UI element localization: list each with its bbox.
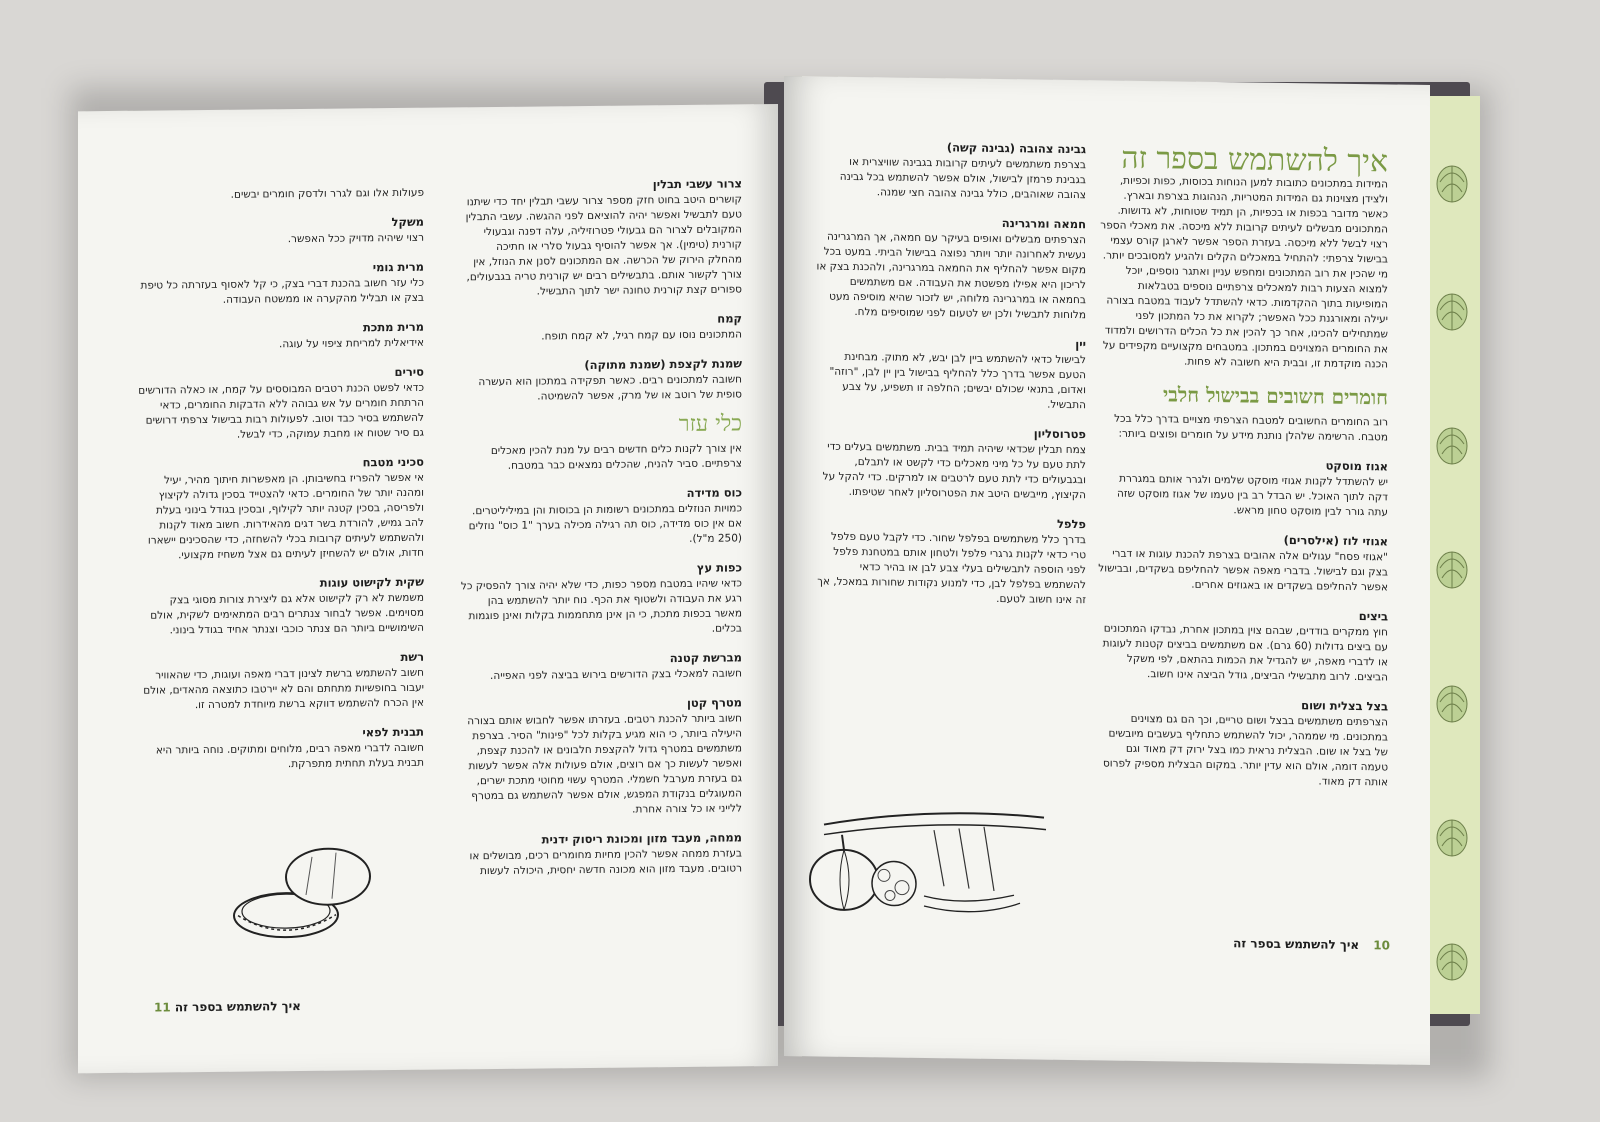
entry	[1098, 530, 1388, 595]
entry	[816, 423, 1086, 503]
entry	[138, 575, 424, 639]
entry-text: בצרפת משתמשים לעיתים קרובות בגבינה שוויצרית או בגבינת פרמזן לבישול, אולם אפשר להשתמש בכל גבינה צהובה שאוהבים, כולל גבינה צהובה חצי שמנה.	[839, 155, 1086, 202]
entry-heading: כפות עץ	[696, 560, 742, 575]
entry	[138, 260, 424, 309]
intro-text: המידות במתכונים כתובות למען הנוחות בכוסות, כפות וכפיות, ולצידן מצוינות גם המידות המטריות, הנהוגות בצרפת ובארץ. כאשר מדובר בכפות או בכפיות, הן תמיד שטוחות, לא גדושות. המתכונים מבשלים לעיתים קרובות ללא מיכסה. את מאכלי הספר רצוי לבשל ללא מיכסה. בעזרת הספר אפשר לארגן קורס עצמי בבישול צרפתי: להתחיל במאכלים הקלים ולהגיע למסובכים יותר. מי שהכין את רוב המתכונים ומחפש עניין ואתגר נוספים, יוכל למצוא הצעות רבות למאכלים צרפתיים נוספים בטבלאות המופיעות בתוך ההקדמות. כדאי להשתדל לעבוד במטבח בצורה יעילה ומאורגנת ככל האפשר; לקרוא את כל המתכון לפני שמתחילים להכינו, אחר כך להכין את כל הכלים הדרושים ולמדוד את החומרים המצוינים במתכון. במטבחים מקצועיים מקפידים על הכנה מוקדמת זו, ובבית היא חשובה לא פחות.	[1100, 174, 1388, 371]
page-title: איך להשתמש בספר זה	[1121, 140, 1388, 180]
entry-text: קושרים היטב בחוט חזק מספר צרור עשבי תבלין יחד כדי שיתנו טעם לתבשיל ואפשר יהיה להוציאם לפני ההגשה. עשבי התבלין המקובלים לצרור הם גבעולי פטרוזיליה, עלה דפנה וגבעולי קורנית (טימין). אך אפשר להוסיף גבעול סלרי או חתיכה מהחלק הירוק של הכרשה. אם המתכונים לסנן את הנוזל, אין צורך לקשור אותם. בתבשילים רבים יש קורנית טריה בגבעולים, ספורים קצת קורנית טחונה ישר לתוך התבשיל.	[465, 193, 742, 298]
page-number: 11	[154, 1000, 171, 1015]
left-page	[78, 104, 778, 1073]
entry	[1098, 455, 1388, 520]
right-page-column-left	[816, 138, 1086, 622]
entry-text: בעזרת ממחה אפשר להכין מחיות מחומרים רכים, מבושלים או רטובים. מעבד מזון הוא מכונה חדשה יחסית, היכולה לעשות	[469, 847, 742, 878]
right-page-column-right	[1098, 140, 1388, 804]
entry-text: אין צורך לקנות כלים חדשים רבים על מנת להכין מאכלים צרפתיים. סביר להניח, שהכלים נמצאים כבר במטבח.	[490, 442, 742, 472]
entry-heading: שמנת לקצפת (שמנת מתוקה)	[584, 356, 742, 373]
page-footer	[1233, 936, 1390, 952]
entry-heading: סכיני מטבח	[362, 454, 424, 470]
entry	[138, 650, 424, 714]
entry	[816, 138, 1086, 203]
entry-heading: מרית מתכת	[362, 319, 424, 335]
entry-heading: חמאה ומרגרינה	[1001, 216, 1086, 232]
entry-heading: רשת	[400, 649, 424, 664]
entry-heading: משקל	[391, 214, 424, 230]
artichoke-icon	[1432, 932, 1472, 984]
entry-heading: פטרוסליון	[1033, 426, 1086, 442]
artichoke-icon	[1432, 416, 1472, 468]
entry-text: כמויות הנוזלים במתכונים רשומות הן בכוסות והן במיליליטרים. אם אין כוס מדידה, כוס תה רגילה מכילה בערך "1 כוס" נוזלים (250 מ"ל).	[468, 502, 742, 545]
entry-text: פעולות אלו וגם לגרר ולדסק חומרים יבשים.	[230, 186, 424, 201]
entry-text: כדאי לפשט הכנת רטבים המבוססים על קמח, או כאלה הדורשים הרתחת חומרים על אש גבוהה ללא הדבקות החומרים, כדאי להשתמש בסיר כבד וטוב. לפעולות רבות בבישול צרפתי דרושים גם סיר שטוח או מחבת עמוקה, כדי לבשל.	[138, 381, 424, 441]
entry-heading: אגוז מוסקט	[1325, 458, 1388, 474]
entry	[460, 311, 742, 345]
artichoke-icon	[1432, 154, 1472, 206]
page-number: 10	[1373, 938, 1390, 953]
entry-text: חשוב להשתמש ברשת לצינון דברי מאפה ועוגות, כדי שהאוויר יעבור בחופשיות מתחתם והם לא יירטבו כתוצאה מהאדים, אולם אין הכרח להשתמש דווקא ברשת מיוחדת למטרה זו.	[143, 666, 424, 712]
entry-text: המתכונים נוסו עם קמח רגיל, לא קמח תופח.	[541, 328, 742, 343]
pie-tin-illustration	[228, 836, 378, 948]
section-subtitle: חומרים חשובים בבישול חלבי	[1163, 382, 1388, 410]
entry-text: כלי עזר חשוב בהכנת דברי בצק, כי קל לאסוף בעזרתה כל טיפת בצק או תבליל מהקערה או ממשטח העבודה.	[140, 276, 424, 306]
entry	[460, 485, 742, 549]
section-title: כלי עזר	[678, 411, 742, 438]
entry-text: משמשת לא רק לקישוט אלא גם ליצירת צורות מסוגי בצק מסוימים. אפשר לבחור צנתרים רבים המתאימים לשקית, אולם השימושיים ביותר הם צנתר כוכבי וצנתר אחיד בגודל בינוני.	[150, 591, 424, 637]
entry	[460, 356, 742, 405]
entry-heading: מברשת קטנה	[669, 650, 742, 666]
entry-heading: יין	[1075, 337, 1086, 352]
entry	[138, 186, 424, 204]
entry	[460, 650, 742, 684]
artichoke-icon	[1432, 282, 1472, 334]
entry-text: "אגוזי פסח" עגולים אלה אהובים בצרפת להכנת עוגות או דברי בצק וגם לבישול. בדברי מאפה אפשר להחליפם בשקדים, ובבישול אפשר להחליפם בשקדים או באגוזים אחרים.	[1098, 547, 1388, 594]
entry-heading: קמח	[717, 311, 742, 326]
entry-text: בדרך כלל משתמשים בפלפל שחור. כדי לקבל טעם פלפל טרי כדאי לקנות גרגרי פלפל ולטחון אותם במטחנת פלפל לפני הוספה לתבשילים בעלי צבע לבן או בהיר כדאי להשתמש בפלפל לבן, כדי למנוע נקודות שחורות במאכל, אך זה אינו חשוב לטעם.	[817, 530, 1086, 607]
entry-heading: סירים	[394, 364, 424, 380]
entry	[138, 455, 424, 564]
left-page-column-left	[138, 186, 424, 788]
entry-heading: אגוזי לוז (אילסרים)	[1283, 532, 1388, 549]
entry-heading: שקית לקישוט עוגות	[319, 574, 424, 590]
entry	[460, 441, 742, 474]
right-page	[784, 76, 1430, 1065]
vegetables-illustration	[784, 794, 1054, 948]
section-intro: רוב החומרים החשובים למטבח הצרפתי מצויים בדרך כלל בכל מטבח. הרשימה שלהלן נותנת מידע על חומרים ופוצים ביותר:	[1114, 412, 1388, 444]
entry-heading: צרור עשבי תבלין	[652, 176, 742, 192]
artichoke-icon	[1432, 674, 1472, 726]
entry	[460, 560, 742, 639]
entry-text: חשוב ביותר להכנת רטבים. בעזרתו אפשר לחבוש אותם בצורה היעילה ביותר, כי הוא מגיע בקלות לכל "פינות" הסיר. בצרפת משתמשים במטרף גדול להקצפת חלבונים או להכנת קצפת, ואפשר לעשות כך אם רוצים, אולם פעולות אלה אפשר לעשות גם בעזרת מערבל חשמלי. המטרף עשוי מחוטי מתכת ישרים, המעוגלים בנקודת המפגש, אולם אפשר להשתמש גם במטרף ללייני או כל צורה אחרת.	[467, 712, 742, 816]
entry-text: צמח תבלין שכדאי שיהיה תמיד בבית. משתמשים בעלים כדי לתת טעם על כל מיני מאכלים כדי לקשט או לתבלם, ובגבעולים כדי לתת טעם לרטבים או למרקים. כדי להקל על הקיצוץ, מייבשים היטב את הפטרוסליון לאחר שטיפתו.	[822, 440, 1086, 502]
entry-text: הצרפתים מבשלים ואופים בעיקר עם חמאה, אך המרגרינה נעשית לאחרונה יותר ויותר נפוצה בבישול הביתי. במעט בכל מקום אפשר להחליף את החמאה במרגרינה, ולהכנת בצק או לריכון היא אפילו מפשטת את העבודה. אם משתמשים בחמאה או במרגרינה מלוחה, יש לזכור שהיא מוסיפה מעט מלוחות לתבשיל ולכן יש לטעום לפני שמוסיפים מלח.	[816, 230, 1086, 322]
entry	[138, 365, 424, 444]
entry-text: כדאי שיהיו במטבח מספר כפות, כדי שלא יהיה צורך להפסיק כל רגע את העבודה ולשטוף את הכף. נוח יותר להשתמש בהן מאשר בכפות מתכת, כי הן אינן מתחממות בקלות ואינן פוגמות בכלים.	[460, 577, 742, 635]
entry-heading: פלפל	[1056, 516, 1086, 532]
entry	[460, 176, 742, 300]
entry-text: חשובה למאכלי בצק הדורשים בירוש בביצה לפני האפייה.	[490, 667, 742, 683]
entry	[816, 213, 1086, 323]
entry	[138, 320, 424, 354]
decorative-strip	[1424, 96, 1480, 1014]
entry-heading: תבנית לפאי	[362, 724, 424, 740]
entry-heading: גבינה צהובה (גבינה קשה)	[946, 140, 1086, 157]
entry-text: אידיאלית למריחת ציפוי על עוגה.	[278, 336, 424, 351]
footer-title: איך להשתמש בספר זה	[174, 998, 301, 1015]
entry-text: אי אפשר להפריז בחשיבותן. הן מאפשרות חיתוך מהיר, יעיל ומהנה יותר של החומרים. כדאי להצטייד בסכין גדולה לקיצוץ ולפריסה, בסכין קטנה יותר לקילוף, ובסכין בגודל בינוני בעלת להב גמיש, להורדת בשר דגים מהאידרות. חשוב מאוד לקנות ולהשתמש לעיתים קרובות בכלי להשחזה, כדי שהסכינים יישארו חדות, אולם יש להשחיזן לעיתים גם אצל משחיז מקצועי.	[147, 471, 424, 562]
entry-text: חשובה למתכונים רבים. כאשר תפקידה במתכון הוא העשרה סופית של רוטב או של מרק, אפשר להשמיטה.	[478, 373, 742, 403]
entry-text: יש להשתדל לקנות אגוזי מוסקט שלמים ולגרר אותם במגררת דקה לתוך האוכל. יש הבדל רב בין טעמו של אגוז מוסקט שזה עתה גורר לבין מוסקט טחון מראש.	[1116, 472, 1388, 519]
entry	[460, 695, 742, 819]
entry	[1098, 695, 1388, 790]
artichoke-icon	[1432, 808, 1472, 860]
entry	[460, 830, 742, 879]
entry-text: חוץ ממקרים בודדים, שבהם צוין במתכון אחרת, נבדקו המתכונים עם ביצים גדולות (60 גרם). אם משתמשים בביצים קטנות לעוגות או לדברי מאפה, יש להגדיל את הכמות בהתאם, לפי משקל הביצים. לרוב מתבשילי הביצים, גודל הביצה אינו חשוב.	[1102, 622, 1388, 684]
entry-text: רצוי שיהיה מדויק ככל האפשר.	[287, 231, 424, 246]
entry-heading: ביצים	[1358, 609, 1388, 624]
entry-text: הצרפתים משתמשים בבצל ושום טריים, וכך הם גם מצוינים במתכונים. מי שממהר, יכול להשתמש כתחליף בעשבים מיובשים של בצל או שום. הבצלית נראית כמו בצל ירוק דק מאוד וגם טעמה דומה, אולם הוא עדין יותר. במקום הבצלית מספיק לפרוס אותה דק מאוד.	[1102, 712, 1388, 789]
footer-title: איך להשתמש בספר זה	[1233, 936, 1360, 953]
entry	[1098, 605, 1388, 685]
artichoke-icon	[1432, 540, 1472, 592]
entry	[816, 333, 1086, 413]
entry-text: לבישול כדאי להשתמש ביין לבן יבש, לא מתוק. מבחינת הטעם אפשר בדרך כלל להחליף בבישול בין יין לבן, "רוזה" ואדום, בתנאי שכולם יבשים; החלפה זו תשפיע, על צבע התבשיל.	[829, 350, 1086, 412]
entry-heading: בצל בצלית ושום	[1301, 698, 1388, 714]
entry-heading: מרית גומי	[372, 259, 424, 275]
left-page-column-right	[460, 176, 742, 893]
entry	[816, 513, 1086, 608]
entry	[138, 725, 424, 774]
page-footer	[144, 999, 301, 1015]
entry-heading: מטרף קטן	[686, 695, 742, 710]
entry-text: חשובה לדברי מאפה רבים, מלוחים ומתוקים. נוחה ביותר היא תבנית בעלת תחתית מתפרקת.	[155, 741, 424, 771]
entry-heading: ממחה, מעבד מזון ומכונת ריסוק ידנית	[541, 830, 742, 847]
entry-heading: כוס מדידה	[686, 485, 742, 500]
entry	[138, 215, 424, 249]
